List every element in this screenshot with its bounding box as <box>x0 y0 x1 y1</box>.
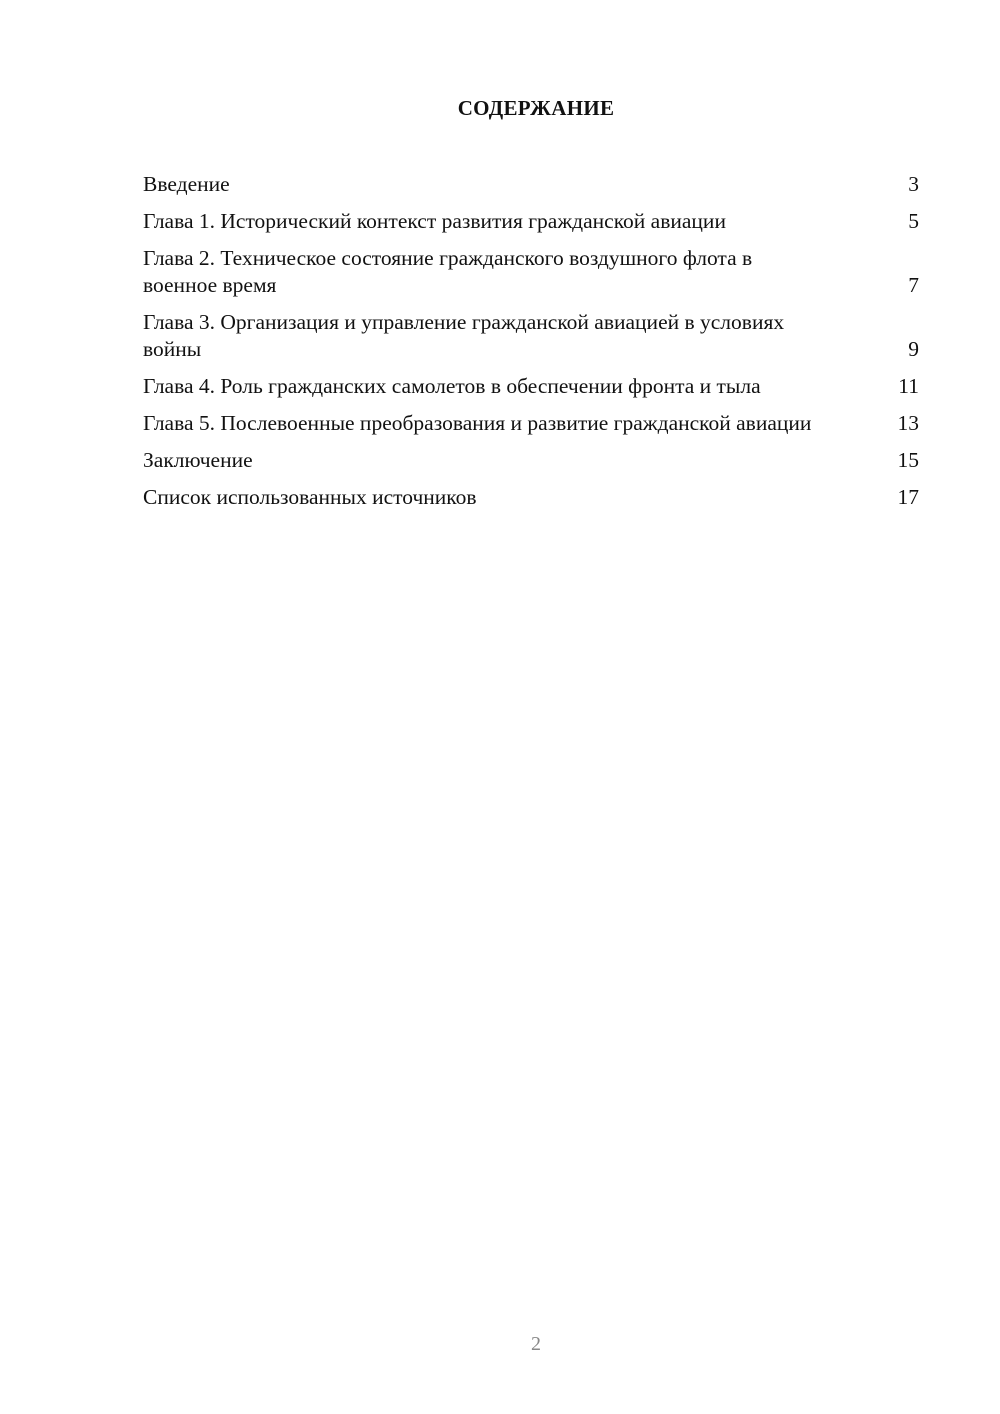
toc-entry-introduction <box>143 171 919 198</box>
toc-entry-references <box>143 484 919 511</box>
toc-title: СОДЕРЖАНИЕ <box>457 96 615 120</box>
table-of-contents <box>143 171 919 521</box>
toc-entry-chapter-3 <box>143 309 919 363</box>
page-number: 2 <box>531 1333 541 1355</box>
toc-entry-page: 7 <box>908 273 919 297</box>
toc-entry-chapter-4 <box>143 373 919 400</box>
toc-entry-page: 11 <box>898 374 919 398</box>
toc-entry-text: Введение <box>143 172 230 196</box>
toc-entry-chapter-1 <box>143 208 919 235</box>
toc-entry-chapter-2 <box>143 245 919 299</box>
toc-entry-conclusion <box>143 447 919 474</box>
toc-entry-text: Заключение <box>143 448 253 472</box>
toc-entry-page: 17 <box>897 485 919 509</box>
toc-entry-chapter-5 <box>143 410 919 437</box>
toc-entry-page: 9 <box>908 337 919 361</box>
toc-entry-text: Глава 4. Роль гражданских самолетов в обеспечении фронта и тыла <box>143 374 761 398</box>
toc-entry-text: Глава 2. Техническое состояние гражданского воздушного флота в военное время <box>143 246 753 297</box>
toc-entry-text: Список использованных источников <box>143 485 477 509</box>
toc-entry-text: Глава 1. Исторический контекст развития гражданской авиации <box>143 209 726 233</box>
toc-entry-page: 5 <box>908 209 919 233</box>
toc-entry-page: 3 <box>908 172 919 196</box>
toc-entry-text: Глава 5. Послевоенные преобразования и развитие гражданской авиации <box>143 411 812 435</box>
toc-entry-page: 13 <box>897 411 919 435</box>
toc-entry-text: Глава 3. Организация и управление гражданской авиацией в условиях войны <box>143 310 785 361</box>
toc-entry-page: 15 <box>897 448 919 472</box>
